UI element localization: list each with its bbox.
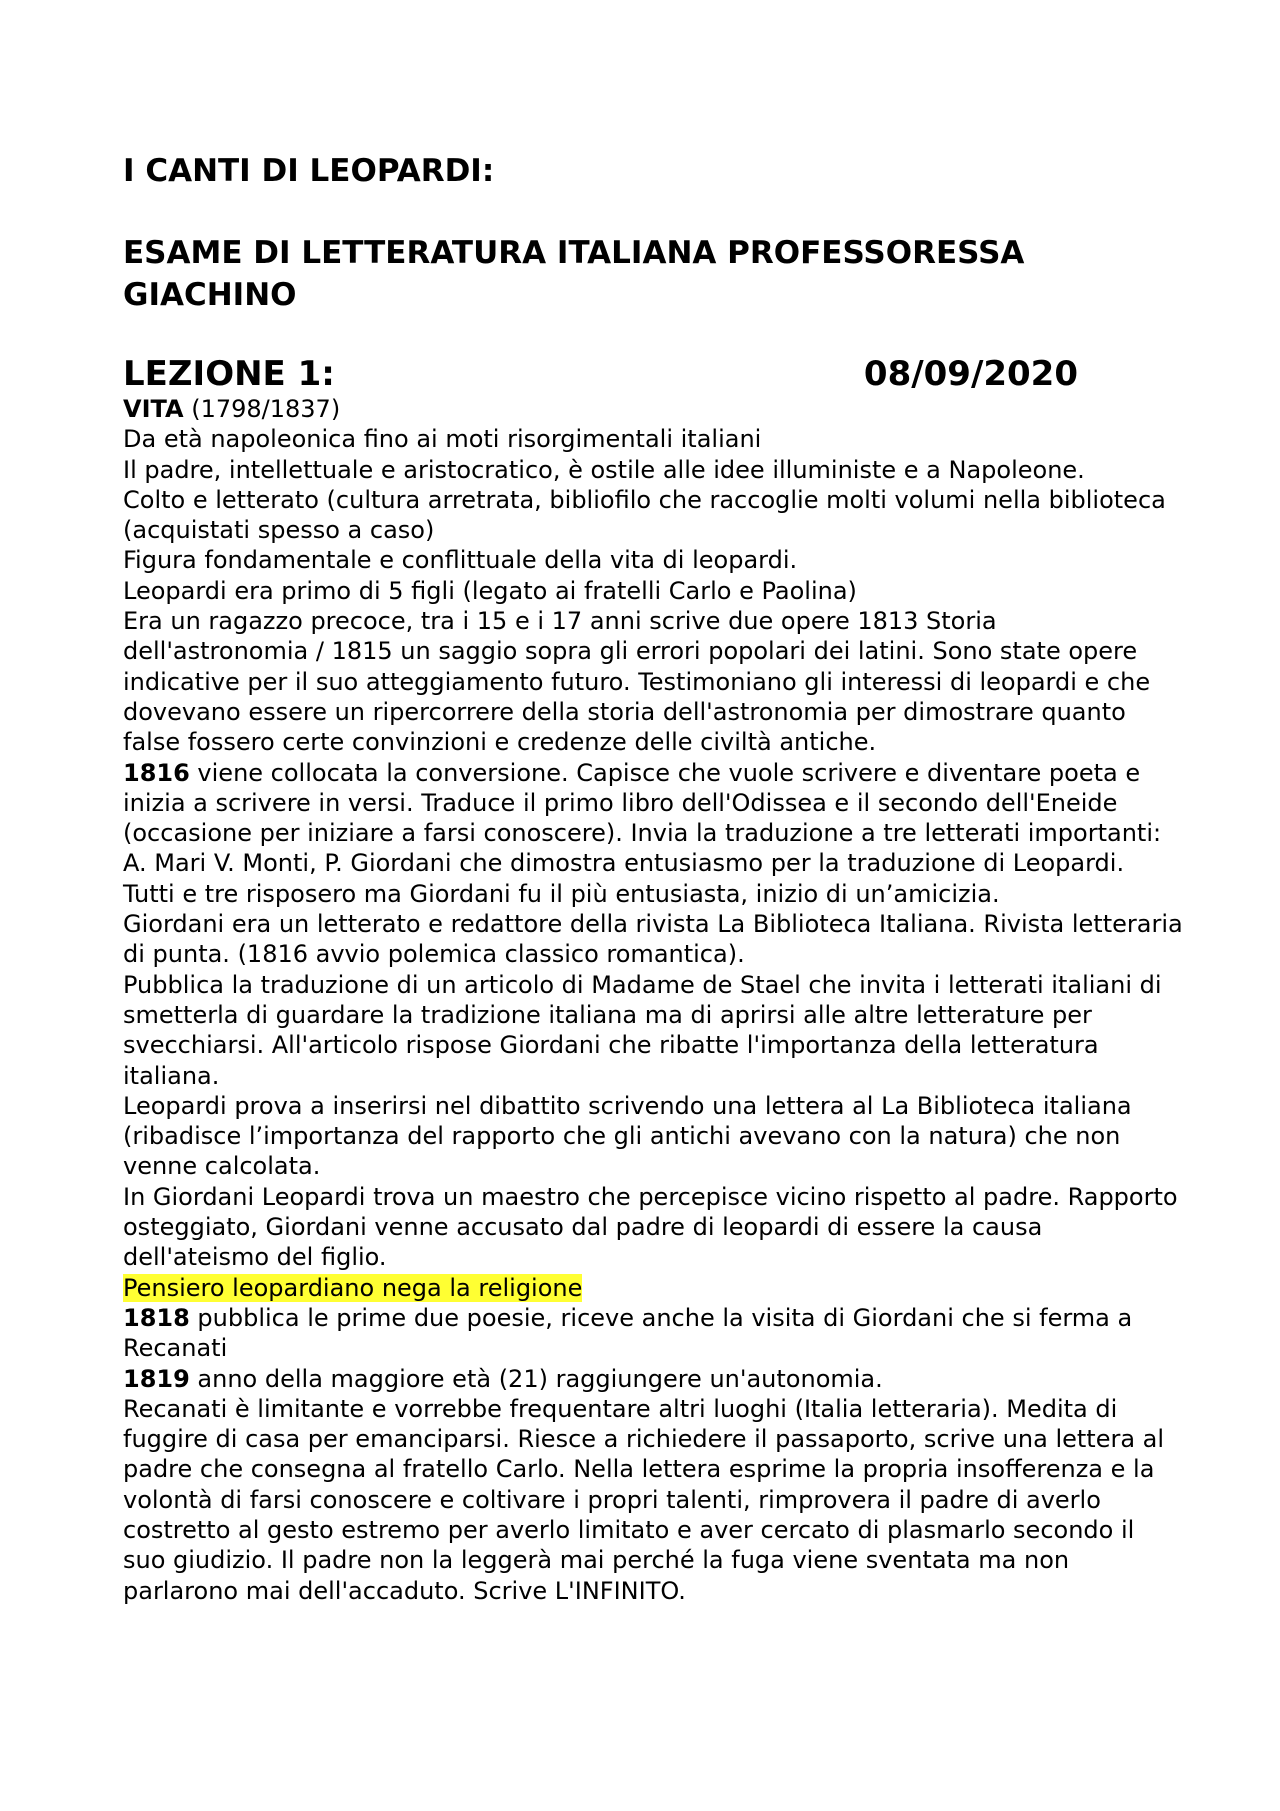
- paragraph-text: anno della maggiore età (21) raggiungere un'autonomia.: [189, 1364, 883, 1393]
- paragraph-1818: [123, 1303, 1183, 1364]
- paragraph-text: viene collocata la conversione. Capisce che vuole scrivere e diventare poeta e inizia a scrivere in versi. Traduce il primo libro dell'Odissea e il secondo dell'Eneide (occasione per iniziare a farsi conoscere). Invia la traduzione a tre letterati importanti: A. Mari V. Monti, P. Giordani che dimostra entusiasmo per la traduzione di Leopardi. Tutti e tre risposero ma Giordani fu il più entusiasta, inizio di un’amicizia.: [123, 758, 1162, 908]
- paragraph: Giordani era un letterato e redattore della rivista La Biblioteca Italiana. Rivista letteraria di punta. (1816 avvio polemica classico romantica).: [123, 910, 1183, 969]
- highlighted-line: [123, 1273, 1183, 1303]
- vita-label: VITA: [123, 395, 184, 423]
- lesson-label: LEZIONE 1:: [123, 354, 335, 394]
- vita-paragraph: [123, 394, 1183, 424]
- year-1819: 1819: [123, 1364, 190, 1393]
- paragraph: Da età napoleonica fino ai moti risorgimentali italiani: [123, 425, 762, 454]
- document-page: [123, 150, 1183, 1606]
- year-1816: 1816: [123, 758, 190, 787]
- paragraph: Il padre, intellettuale e aristocratico, è ostile alle idee illuministe e a Napoleone.: [123, 455, 1085, 484]
- paragraph: Leopardi prova a inserirsi nel dibattito scrivendo una lettera al La Biblioteca italiana (ribadisce l’importanza del rapporto che gli antichi avevano con la natura) che non venne calcolata.: [123, 1091, 1132, 1181]
- lesson-heading: [123, 354, 1078, 394]
- year-1818: 1818: [123, 1303, 190, 1332]
- paragraph: Recanati è limitante e vorrebbe frequentare altri luoghi (Italia letteraria). Medita di fuggire di casa per emanciparsi. Riesce a richiedere il passaporto, scrive una lettera al padre che consegna al fratello Carlo. Nella lettera esprime la propria insofferenza e la volontà di farsi conoscere e coltivare i propri talenti, rimprovera il padre di averlo costretto al gesto estremo per averlo limitato e aver cercato di plasmarlo secondo il suo giudizio. Il padre non la leggerà mai perché la fuga viene sventata ma non parlarono mai dell'accaduto. Scrive L'INFINITO.: [123, 1394, 1165, 1605]
- lesson-date: 08/09/2020: [863, 354, 1078, 394]
- paragraph-1819: [123, 1364, 1183, 1394]
- paragraph-1816: [123, 758, 1183, 909]
- paragraph: Leopardi era primo di 5 figli (legato ai fratelli Carlo e Paolina): [123, 576, 857, 605]
- vita-years: (1798/1837): [183, 395, 341, 423]
- paragraph: Era un ragazzo precoce, tra i 15 e i 17 anni scrive due opere 1813 Storia dell'astronomia / 1815 un saggio sopra gli errori popolari dei latini. Sono state opere indicative per il suo atteggiamento futuro. Testimoniano gli interessi di leopardi e che dovevano essere un ripercorrere della storia dell'astronomia per dimostrare quanto false fossero certe convinzioni e credenze delle civiltà antiche.: [123, 607, 1151, 757]
- paragraph-text: pubblica le prime due poesie, riceve anche la visita di Giordani che si ferma a Recanati: [123, 1303, 1133, 1363]
- document-subtitle: ESAME DI LETTERATURA ITALIANA PROFESSORESSA GIACHINO: [123, 235, 1025, 313]
- paragraph: In Giordani Leopardi trova un maestro che percepisce vicino rispetto al padre. Rapporto osteggiato, Giordani venne accusato dal padre di leopardi di essere la causa dell'ateismo del figlio.: [123, 1182, 1178, 1272]
- highlighted-text: Pensiero leopardiano nega la religione: [123, 1273, 583, 1302]
- paragraph: Figura fondamentale e conflittuale della vita di leopardi.: [123, 546, 798, 575]
- document-title: I CANTI DI LEOPARDI:: [123, 153, 495, 189]
- paragraph: Pubblica la traduzione di un articolo di Madame de Stael che invita i letterati italiani di smetterla di guardare la tradizione italiana ma di aprirsi alle altre letterature per svecchiarsi. All'articolo rispose Giordani che ribatte l'importanza della letteratura italiana.: [123, 970, 1162, 1090]
- paragraph: Colto e letterato (cultura arretrata, bibliofilo che raccoglie molti volumi nella biblioteca (acquistati spesso a caso): [123, 485, 1166, 545]
- lesson-body: [123, 394, 1183, 1606]
